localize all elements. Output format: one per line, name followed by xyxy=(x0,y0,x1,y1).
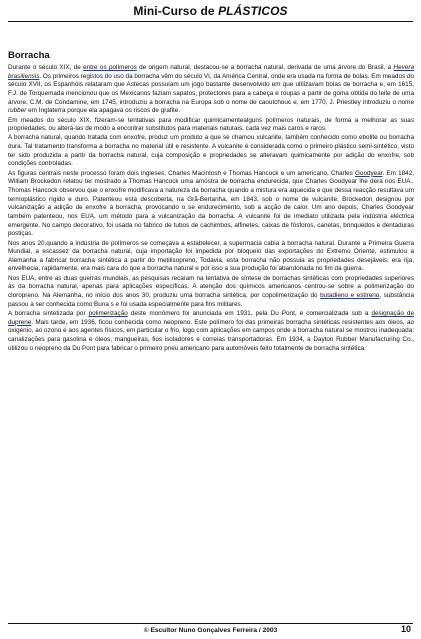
section-title: Borracha xyxy=(8,50,50,61)
highlighted-text: designação de duprene xyxy=(8,309,414,326)
paragraph-text: de origem natural, destacou-se a borracha natural, derivada de uma árvore do Brasil, a xyxy=(136,64,394,71)
footer-copyright: © Escultor Nuno Gonçalves Ferreira / 2003 xyxy=(143,627,278,634)
paragraph-5: Nos anos 20,quando a indústria de polímeros se começava a estabelecer, a supermacia cabia à borracha natural. Durante a Primeira Guerra Mundial, a escassez da borracha natural, cuja importação foi impedida por bloqueio das exportações do Extremo Oriente, estimulou a Alemanha a fabricar borracha sintética a partir do metilisopreno, Todavia, esta borracha não possuia as propriedades desejáveis: era rija, envelhecia, rapidamente, era mais cara do que a borracha natural e por isso a sua produção foi abandonada no fim da guerra. xyxy=(8,239,414,273)
page-number: 10 xyxy=(400,624,411,634)
italic-term: rubber xyxy=(8,107,27,115)
highlighted-text: butadieno e estireno xyxy=(320,292,380,300)
paragraph-3: A borracha natural, quando tratada com enxofre, produz um produto a que se chamou vulcanite, também conhecido como ebolite ou borracha dura. Tal tratamento transforma a borracha no material útil e resistente. A vulcanite é considerada como o primeiro plástico semi-sintético, visto ter sido produzida a partir da borracha natural, cuja composição e propriedades se alteravam quimicamente por adição do enxofre, sob condições controladas. xyxy=(8,134,414,168)
page-header xyxy=(0,0,421,28)
highlighted-text: entre os polímeros xyxy=(83,64,137,71)
article-body xyxy=(8,64,414,354)
paragraph-7 xyxy=(8,310,414,353)
highlighted-species-name: Hevera brasiliensis xyxy=(8,64,414,80)
paragraph-text: em Inglaterra porque ela apagava os riscos de grafite. xyxy=(26,107,181,115)
title-main: Mini-Curso de xyxy=(133,4,219,18)
paragraph-text: deste monómero foi anunciada em 1931, pela Du Pont, e comercializada sob a xyxy=(127,309,372,317)
paragraph-text: . Mais tarde, em 1936, ficou conhecida como neopreno. Este polímero foi das primeiras borracha sintéticas resistentes aos óleos, ao oxigénio, ao ozono e aos agentes físicos, em particular o frio, logo com aplicações em campos onde a borracha natural se mostrou inadequada: canalizações para gasolina e óleos, mangueiras, fios isoladores e correias transportadoras. Em 1934, a Dayton Rubber Manufacturing Co., utilizou o neopreno da Du Pont para fabricar o primeiro pneu americano para automóveis feito totalmente de borracha sintética. xyxy=(8,318,414,352)
paragraph-1 xyxy=(8,64,414,116)
paragraph-text: A borracha sintetizada por xyxy=(8,309,89,317)
paragraph-4 xyxy=(8,170,414,239)
page-title xyxy=(0,4,421,18)
highlighted-text: Goodyear xyxy=(354,169,383,177)
footer-divider xyxy=(8,623,413,624)
paragraph-text: As figuras centrais neste processo foram dois ingleses, Charles Macintosh e Thomas Hancock e um americano, Charles xyxy=(8,169,355,177)
header-divider xyxy=(8,21,413,22)
paragraph-text: . Em 1842, William Brockedon relatou ter mostrado a Thomas Hancock uma amostra de borracha endurecida, que Charles Goodyear lhe dera nos EUA.. Thomas Hancock observou que o enxofre modificava a natureza da borracha quando a mistura era aquecida e que dessa reacção resultava um termoplástico rígido e duro. Patenteou esta descoberta, na Grã-Bertanha, em 1843, sob o nome de vulcanite. Brockedon designou por vulcanização a adição de enxofre à borracha, provocando o se endurecimento, sob a acção de calor. Um ano depois, Charles Goodyear também patenteou, nos EUA, um método para a vulcanização da borracha. A vulcanite foi de imediato utilizada pela indústria eléctrica emergente. No campo decorativo, foi usada no fabrico de tubos de cachimbos, alfinetes, caixas de fósforos, canetas, brinquedos e dentaduras postiças. xyxy=(8,169,414,238)
paragraph-text: , substância passou a ser conhecida como Buna s e foi usada especialmente para fins militares. xyxy=(8,292,414,308)
paragraph-text: . Os primeiros registos do uso da borracha vêm do século VI, da América Central, onde era usada na forma de bolas. Em meados do século XVII, os Espanhóis relataram que Astecas possuíam um jogo bastante desenvolvido em que utilizavam bolas de borracha e, em 1615, F.J. de Torquemada mencionou que os Mexicanos faziam sapatos, protectores para a cabeça e roupas a partir de goma obtida do leite de uma árvore. C.M. de Condamine, em 1745, introduziu a borracha na Europa sob o nome de caoutchouc e, em 1770, J. Priestley introduziu o nome xyxy=(8,72,414,106)
title-emphasis: PLÁSTICOS xyxy=(218,4,288,18)
highlighted-text: polimerização xyxy=(88,309,128,317)
paragraph-2: Em meados do século XIX, fizeram-se tentativas para modificar quimicamentealguns polímeros naturais, de forma a melhorar as suas propriedades, ou alterá-las de modo a encontrar substitutos para materiais naturais, cada vez mais caros e raros. xyxy=(8,116,414,133)
paragraph-text: Durante o século XIX, de xyxy=(8,64,84,71)
paragraph-6 xyxy=(8,275,414,310)
paragraph-text: Nos EUA, entre as duas guerras mundiais, as pesquisas recaíam na tentativa de síntese de borrachas sintéticas com propriedades superiores às da borracha natural, apenas para aplicações específicas. A atenção dos químicos americanos centrou-se sobre a polimerização do cloropreno. Na Alemanha, no início dos anos 30, produziu uma borracha sintética, por copolimerização do xyxy=(8,274,414,300)
